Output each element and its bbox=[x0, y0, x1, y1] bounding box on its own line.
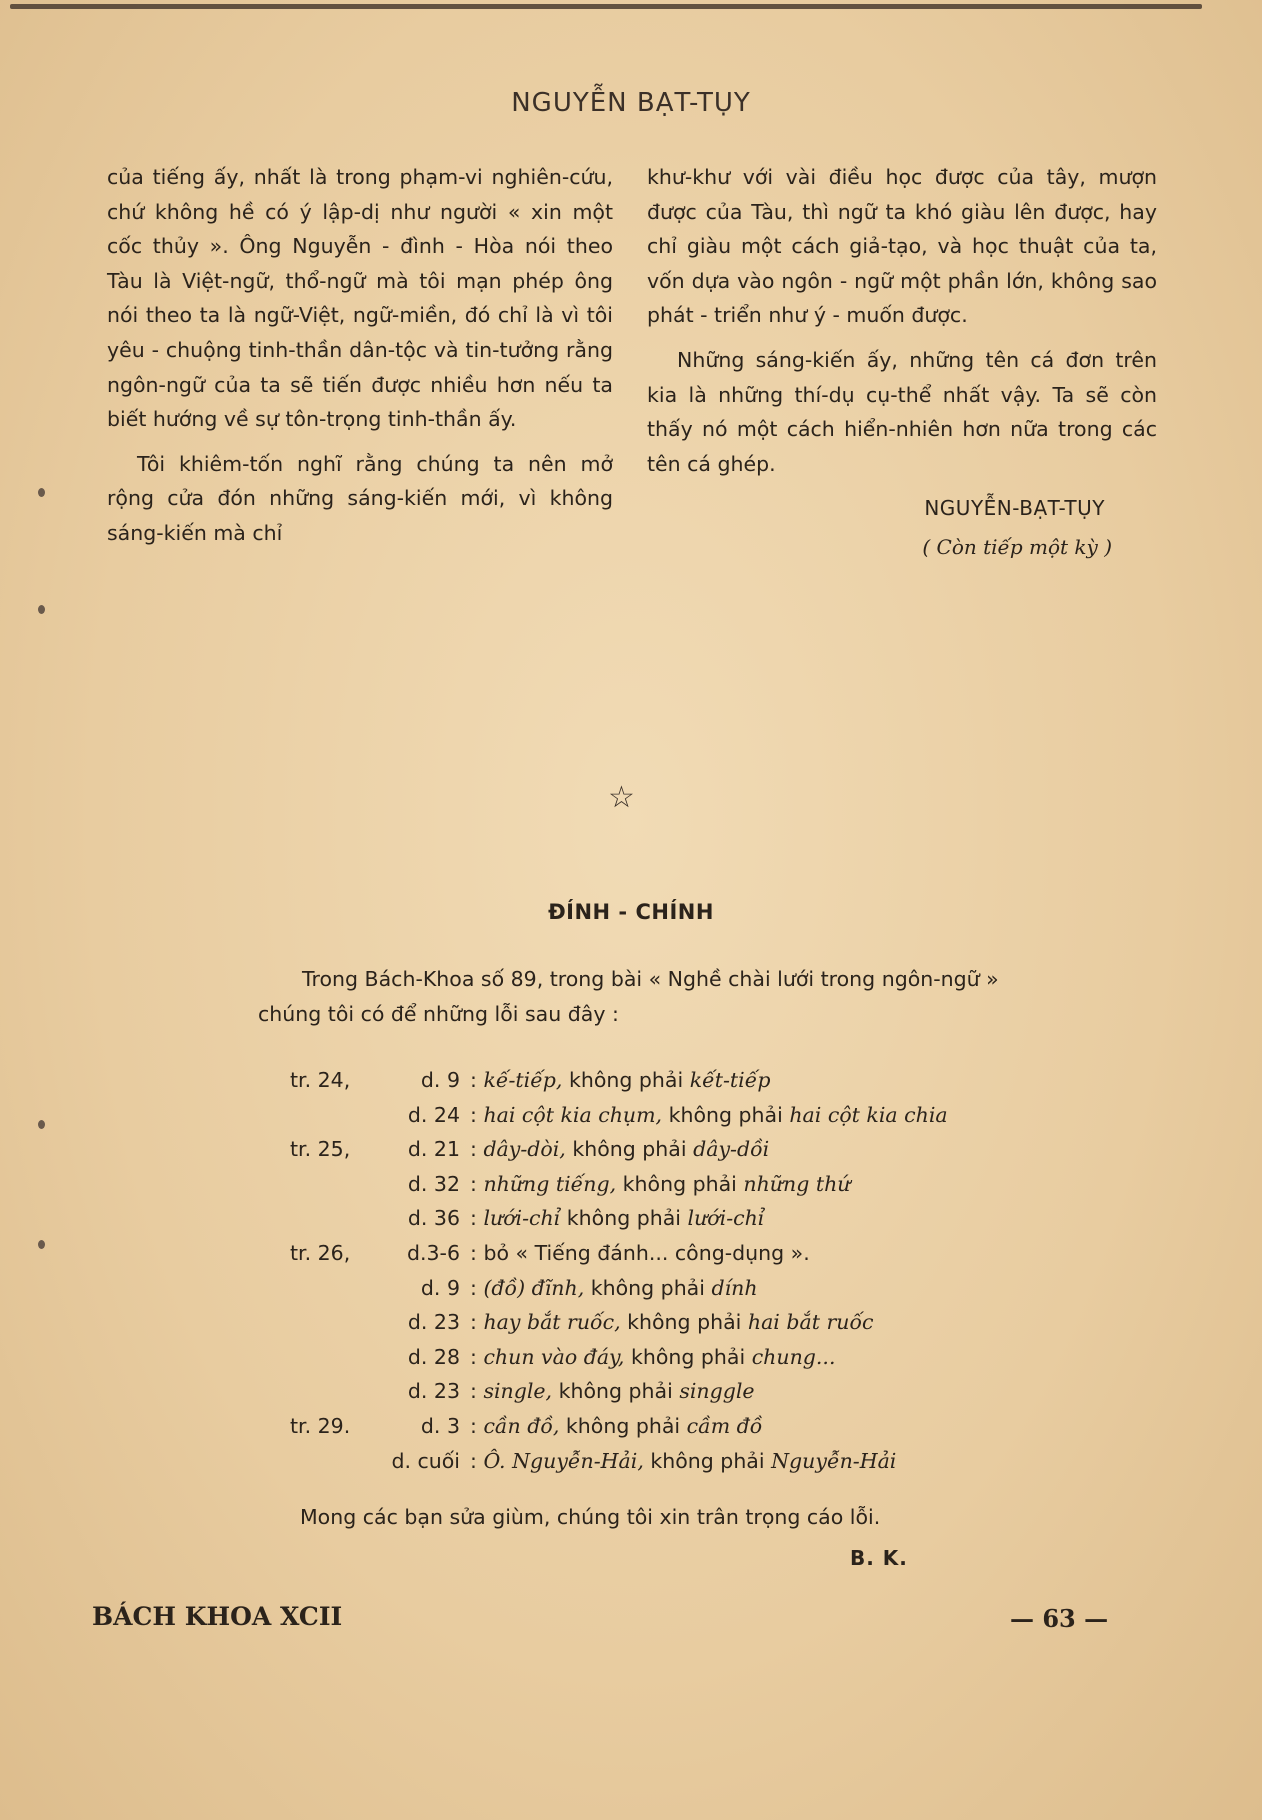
correct-term: những tiếng, bbox=[483, 1171, 617, 1196]
errata-row bbox=[290, 1271, 1090, 1306]
right-column bbox=[647, 160, 1157, 565]
errata-correction: : lưới-chỉ không phải lưới-chỉ bbox=[470, 1206, 765, 1231]
correct-term: chun vào đáy, bbox=[483, 1344, 625, 1369]
intro-line: Trong Bách-Khoa số 89, trong bài « Nghề chài lưới trong ngôn-ngữ » bbox=[302, 967, 999, 991]
binding-mark bbox=[38, 1120, 45, 1129]
not-word: không phải bbox=[630, 1344, 746, 1369]
errata-line: d. 24 bbox=[407, 1102, 460, 1127]
not-word: không phải bbox=[566, 1206, 681, 1231]
correct-term: single, bbox=[483, 1379, 553, 1404]
errata-row bbox=[290, 1167, 1090, 1202]
errata-row bbox=[290, 1201, 1090, 1236]
author-signature: NGUYỄN-BẠT-TỤY bbox=[924, 496, 1105, 521]
paragraph: của tiếng ấy, nhất là trong phạm-vi nghiên-cứu, chứ không hề có ý lập-dị như người « xin một cốc thủy ». Ông Nguyễn - đình - Hòa nói theo Tàu là Việt-ngữ, thổ-ngữ mà tôi mạn phép ông nói theo ta là ngữ-Việt, ngữ-miền, đó chỉ là vì tôi yêu - chuộng tinh-thần dân-tộc và tin-tưởng rằng ngôn-ngữ của ta sẽ tiến được nhiều hơn nếu ta biết hướng về sự tôn-trọng tinh-thần ấy. bbox=[107, 165, 613, 432]
errata-row bbox=[290, 1063, 1090, 1098]
wrong-term: hai bắt ruốc bbox=[747, 1310, 874, 1335]
errata-correction: : (đồ) đĩnh, không phải dính bbox=[470, 1275, 758, 1300]
errata-line: d. cuối bbox=[391, 1448, 460, 1473]
correct-term: hai cột kia chụm, bbox=[483, 1102, 663, 1127]
errata-line: d. 3 bbox=[420, 1413, 460, 1438]
correct-term: dây-dòi, bbox=[483, 1137, 566, 1162]
section-title: ĐÍNH - CHÍNH bbox=[548, 900, 714, 924]
correct-term: Ô. Nguyễn-Hải, bbox=[483, 1448, 644, 1473]
errata-row bbox=[290, 1098, 1090, 1133]
continued-note: ( Còn tiếp một kỳ ) bbox=[922, 534, 1112, 559]
footer-journal-title: BÁCH KHOA XCII bbox=[92, 1602, 343, 1631]
not-word: không phải bbox=[568, 1068, 684, 1092]
errata-correction: : single, không phải singgle bbox=[470, 1379, 755, 1404]
errata-page: tr. 24, bbox=[290, 1068, 351, 1092]
paragraph: Những sáng-kiến ấy, những tên cá đơn trên kia là những thí-dụ cụ-thể nhất vậy. Ta sẽ còn thấy nó một cách hiển-nhiên hơn nữa trong các tên cá ghép. bbox=[647, 347, 1157, 476]
wrong-term: lưới-chỉ bbox=[687, 1206, 765, 1231]
errata-correction: : kế-tiếp, không phải kết-tiếp bbox=[470, 1068, 771, 1092]
errata-page: tr. 26, bbox=[290, 1240, 351, 1265]
not-word: không phải bbox=[668, 1102, 783, 1127]
errata-correction: : chun vào đáy, không phải chung... bbox=[470, 1344, 836, 1369]
correct-term: cần đồ, bbox=[483, 1413, 560, 1438]
errata-line: d. 28 bbox=[407, 1344, 460, 1369]
paragraph: khư-khư với vài điều học được của tây, mượn được của Tàu, thì ngữ ta khó giàu lên được, hay chỉ giàu một cách giả-tạo, và học thuật của ta, vốn dựa vào ngôn - ngữ một phần lớn, không sao phát - triển như ý - muốn được. bbox=[647, 165, 1157, 328]
errata-correction: : bỏ « Tiếng đánh... công-dụng ». bbox=[470, 1240, 810, 1265]
errata-line: d. 21 bbox=[407, 1137, 460, 1162]
paragraph: Tôi khiêm-tốn nghĩ rằng chúng ta nên mở rộng cửa đón những sáng-kiến mới, vì không sáng-kiến mà chỉ bbox=[107, 451, 613, 545]
page-number: — 63 — bbox=[1010, 1604, 1109, 1633]
errata-line: d.3-6 bbox=[406, 1240, 460, 1265]
wrong-term: Nguyễn-Hải bbox=[771, 1448, 897, 1473]
errata-list bbox=[290, 1063, 1090, 1478]
wrong-term: hai cột kia chia bbox=[789, 1102, 948, 1127]
errata-line: d. 23 bbox=[407, 1379, 460, 1404]
errata-row bbox=[290, 1374, 1090, 1409]
left-column bbox=[107, 160, 613, 561]
wrong-term: dính bbox=[711, 1275, 758, 1300]
errata-line: d. 23 bbox=[407, 1310, 460, 1335]
correct-term: hay bắt ruốc, bbox=[483, 1310, 621, 1335]
errata-row bbox=[290, 1340, 1090, 1375]
wrong-term: những thứ bbox=[743, 1171, 851, 1196]
errata-row bbox=[290, 1409, 1090, 1444]
not-word: không phải bbox=[565, 1413, 681, 1438]
errata-line: d. 36 bbox=[407, 1206, 460, 1231]
not-word: không phải bbox=[572, 1137, 687, 1162]
errata-correction: : cần đồ, không phải cầm đồ bbox=[470, 1413, 763, 1438]
correct-term: lưới-chỉ bbox=[483, 1206, 561, 1231]
errata-row bbox=[290, 1444, 1090, 1479]
wrong-term: kết-tiếp bbox=[689, 1068, 771, 1092]
wrong-term: singgle bbox=[679, 1379, 755, 1404]
not-word: không phải bbox=[622, 1171, 737, 1196]
errata-page: tr. 29. bbox=[290, 1413, 351, 1438]
wrong-term: dây-dồi bbox=[693, 1137, 770, 1162]
errata-row bbox=[290, 1132, 1090, 1167]
errata-correction: : dây-dòi, không phải dây-dồi bbox=[470, 1137, 770, 1162]
errata-correction: : hay bắt ruốc, không phải hai bắt ruốc bbox=[470, 1310, 874, 1335]
errata-row bbox=[290, 1236, 1090, 1271]
errata-note: bỏ « Tiếng đánh... công-dụng ». bbox=[483, 1240, 810, 1265]
errata-row bbox=[290, 1305, 1090, 1340]
not-word: không phải bbox=[627, 1310, 742, 1335]
errata-intro bbox=[258, 962, 1158, 1032]
running-header: NGUYỄN BẠT-TỤY bbox=[511, 88, 751, 118]
errata-correction: : những tiếng, không phải những thứ bbox=[470, 1171, 851, 1196]
errata-line: d. 9 bbox=[420, 1068, 460, 1092]
errata-page: tr. 25, bbox=[290, 1137, 351, 1162]
intro-line: chúng tôi có để những lỗi sau đây : bbox=[258, 1002, 619, 1026]
not-word: không phải bbox=[650, 1448, 765, 1473]
star-ornament: ☆ bbox=[608, 780, 635, 815]
wrong-term: chung... bbox=[751, 1344, 836, 1369]
errata-correction: : Ô. Nguyễn-Hải, không phải Nguyễn-Hải bbox=[470, 1448, 897, 1473]
not-word: không phải bbox=[558, 1379, 673, 1404]
not-word: không phải bbox=[590, 1275, 705, 1300]
errata-line: d. 9 bbox=[420, 1275, 460, 1300]
top-border-rule bbox=[10, 4, 1202, 9]
errata-line: d. 32 bbox=[407, 1171, 460, 1196]
wrong-term: cầm đồ bbox=[686, 1413, 763, 1438]
binding-mark bbox=[38, 605, 45, 614]
errata-correction: : hai cột kia chụm, không phải hai cột kia chia bbox=[470, 1102, 948, 1127]
closing-signature: B. K. bbox=[850, 1546, 908, 1570]
binding-mark bbox=[38, 488, 45, 497]
correct-term: (đồ) đĩnh, bbox=[483, 1275, 585, 1300]
correct-term: kế-tiếp, bbox=[483, 1068, 563, 1092]
binding-mark bbox=[38, 1240, 45, 1249]
closing-line: Mong các bạn sửa giùm, chúng tôi xin trân trọng cáo lỗi. bbox=[300, 1505, 881, 1529]
